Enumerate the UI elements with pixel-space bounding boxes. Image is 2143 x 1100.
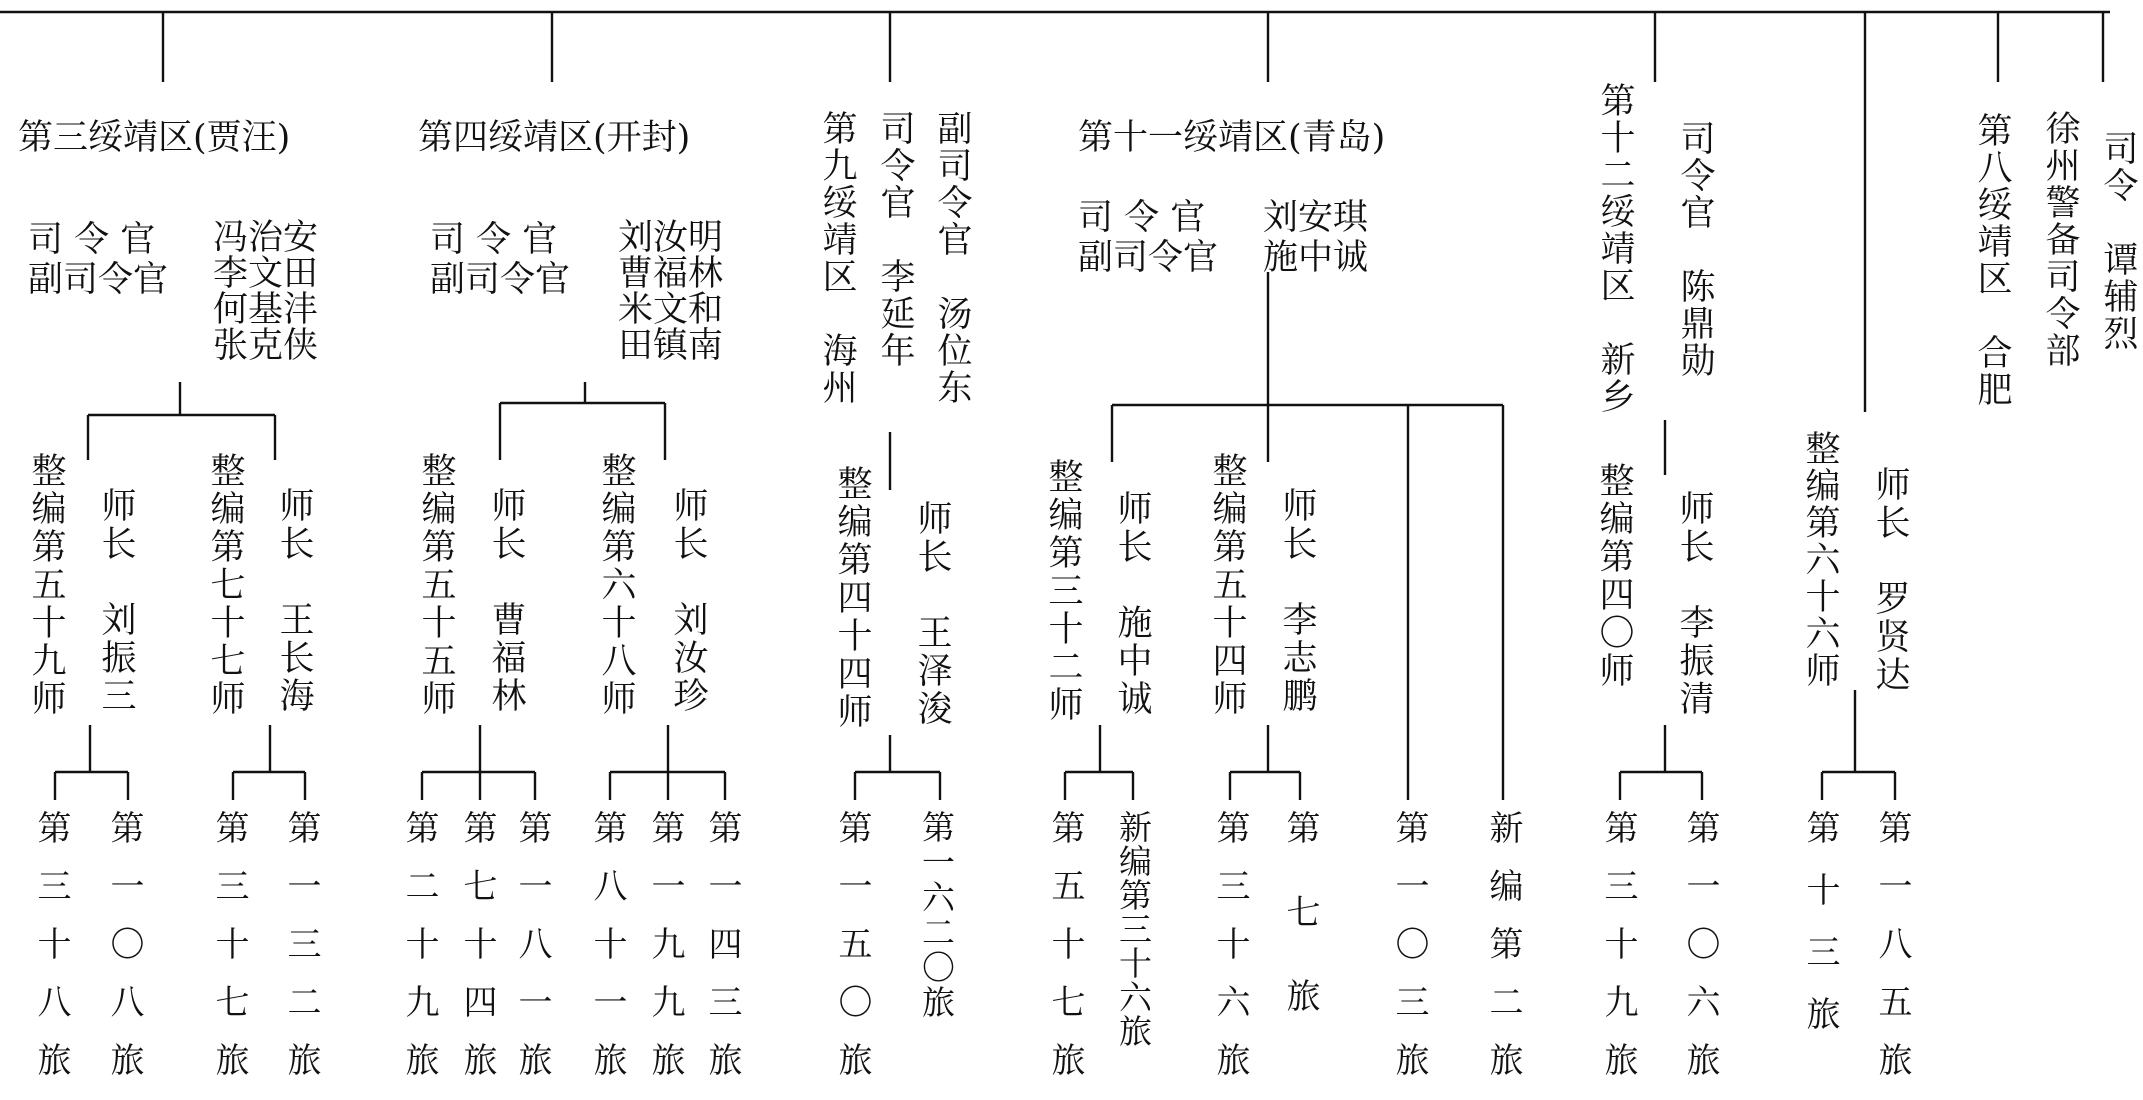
brigade: 第五十七旅 (1045, 810, 1085, 1100)
division-40-name: 整编第四〇师 (1594, 462, 1634, 690)
district-12-title: 第十二绥靖区 新乡 (1595, 82, 1635, 415)
division-40-commander: 师长 李振清 (1674, 490, 1714, 718)
brigade: 第一〇三旅 (1389, 810, 1429, 1100)
brigade: 第七旅 (1280, 810, 1320, 1062)
brigade: 第三十八旅 (31, 810, 71, 1100)
district-8-title: 第八绥靖区 合肥 (1972, 112, 2012, 408)
division-77-name: 整编第七十七师 (205, 452, 245, 718)
brigade: 第二十九旅 (399, 810, 439, 1100)
brigade: 第一五〇旅 (832, 810, 872, 1100)
brigade: 第三十六旅 (1210, 810, 1250, 1100)
division-54-commander: 师长 李志鹏 (1277, 487, 1317, 715)
brigade: 新编第二旅 (1483, 810, 1523, 1100)
district-11-names: 刘安琪 施中诚 (1263, 198, 1369, 278)
district-4-names: 刘汝明 曹福林 米文和 田镇南 (618, 218, 724, 366)
district-4-roles: 司 令 官 副司令官 (430, 220, 571, 300)
xuzhou-garrison-commander: 司令 谭辅烈 (2098, 130, 2138, 352)
district-9-title: 第九绥靖区 海州 (817, 110, 857, 406)
district-3-roles: 司 令 官 副司令官 (28, 220, 169, 300)
division-55-commander: 师长 曹福林 (486, 487, 526, 715)
division-66-name: 整编第六十六师 (1800, 430, 1840, 689)
division-44-name: 整编第四十四师 (832, 465, 872, 731)
division-68-name: 整编第六十八师 (596, 452, 636, 718)
brigade: 第一三二旅 (281, 810, 321, 1100)
district-4-title: 第四绥靖区(开封) (418, 118, 691, 158)
division-68-commander: 师长 刘汝珍 (668, 487, 708, 715)
brigade: 第三十七旅 (209, 810, 249, 1100)
district-9-deputy: 副司令官 汤位东 (932, 110, 972, 406)
brigade: 第一八五旅 (1872, 810, 1912, 1100)
brigade: 第一九九旅 (645, 810, 685, 1100)
brigade: 第一八一旅 (512, 810, 552, 1100)
division-59-name: 整编第五十九师 (26, 452, 66, 718)
district-3-title: 第三绥靖区(贾汪) (18, 118, 291, 158)
division-54-name: 整编第五十四师 (1207, 452, 1247, 718)
division-77-commander: 师长 王长海 (274, 487, 314, 715)
brigade: 新编第三十六旅 (1114, 810, 1153, 1048)
district-12-commander: 司令官 陈鼎勋 (1675, 120, 1715, 379)
brigade: 第一六二〇旅 (917, 810, 956, 1020)
district-9-commander: 司令官 李延年 (875, 110, 915, 369)
brigade: 第一〇八旅 (104, 810, 144, 1100)
brigade: 第七十四旅 (457, 810, 497, 1100)
division-44-commander: 师长 王泽浚 (912, 500, 952, 728)
xuzhou-garrison-title: 徐州警备司令部 (2040, 110, 2080, 369)
division-32-commander: 师长 施中诚 (1112, 490, 1152, 718)
brigade: 第三十九旅 (1598, 810, 1638, 1100)
district-11-roles: 司 令 官 副司令官 (1078, 198, 1219, 278)
brigade: 第八十一旅 (587, 810, 627, 1100)
brigade: 第一四三旅 (702, 810, 742, 1100)
brigade: 第十三旅 (1800, 810, 1840, 1058)
brigade: 第一〇六旅 (1680, 810, 1720, 1100)
division-55-name: 整编第五十五师 (416, 452, 456, 718)
division-66-commander: 师长 罗贤达 (1870, 466, 1910, 694)
district-11-title: 第十一绥靖区(青岛) (1078, 118, 1386, 158)
division-59-commander: 师长 刘振三 (96, 487, 136, 715)
district-3-names: 冯治安 李文田 何基沣 张克侠 (213, 218, 319, 366)
division-32-name: 整编第三十二师 (1043, 458, 1083, 724)
